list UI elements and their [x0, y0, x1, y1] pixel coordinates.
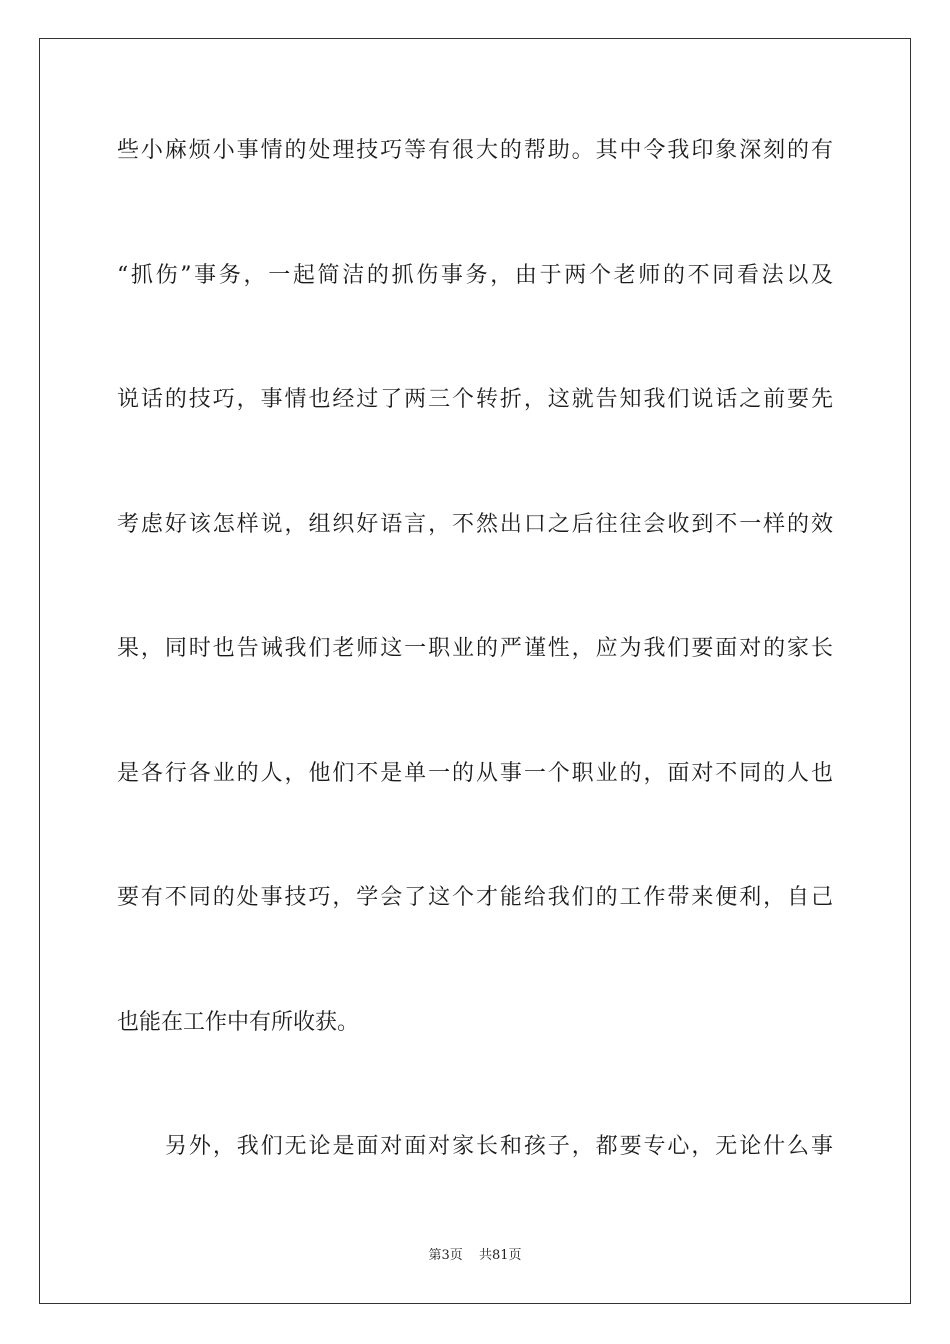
- page-footer: [0, 1247, 950, 1265]
- text-line-5: 果，同时也告诫我们老师这一职业的严谨性，应为我们要面对的家长: [117, 636, 833, 661]
- text-line-8: 也能在工作中有所收获。: [117, 1010, 360, 1035]
- text-line-4: 考虑好该怎样说，组织好语言，不然出口之后往往会收到不一样的效: [117, 512, 833, 537]
- text-line-1: 些小麻烦小事情的处理技巧等有很大的帮助。其中令我印象深刻的有: [117, 138, 833, 163]
- text-line-6: 是各行各业的人，他们不是单一的从事一个职业的，面对不同的人也: [117, 761, 833, 786]
- current-page-number: 第3页: [428, 1248, 463, 1263]
- text-line-7: 要有不同的处事技巧，学会了这个才能给我们的工作带来便利，自己: [117, 885, 833, 910]
- text-line-3: 说话的技巧，事情也经过了两三个转折，这就告知我们说话之前要先: [117, 387, 833, 412]
- text-line-2: “抓伤”事务，一起简洁的抓伤事务，由于两个老师的不同看法以及: [117, 263, 833, 288]
- total-pages: 共81页: [478, 1248, 522, 1263]
- text-line-9: 另外，我们无论是面对面对家长和孩子，都要专心，无论什么事: [165, 1134, 833, 1159]
- page-border: [39, 38, 911, 1304]
